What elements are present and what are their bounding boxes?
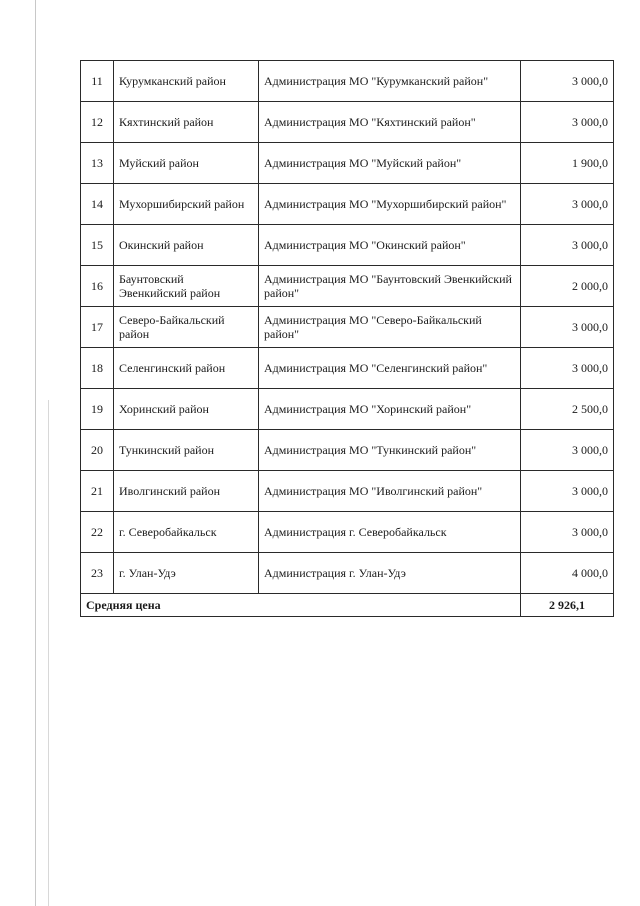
price-cell: 2 500,0: [521, 389, 614, 430]
price-cell: 3 000,0: [521, 225, 614, 266]
price-cell: 3 000,0: [521, 307, 614, 348]
table-row: [81, 266, 614, 307]
administration-cell: Администрация МО "Селенгинский район": [259, 348, 521, 389]
table-row: [81, 102, 614, 143]
row-number-cell: 23: [81, 553, 114, 594]
row-number-cell: 14: [81, 184, 114, 225]
district-cell: Иволгинский район: [114, 471, 259, 512]
price-cell: 3 000,0: [521, 61, 614, 102]
district-cell: г. Улан-Удэ: [114, 553, 259, 594]
district-cell: Селенгинский район: [114, 348, 259, 389]
administration-cell: Администрация МО "Курумканский район": [259, 61, 521, 102]
row-number-cell: 19: [81, 389, 114, 430]
district-cell: г. Северобайкальск: [114, 512, 259, 553]
administration-cell: Администрация МО "Кяхтинский район": [259, 102, 521, 143]
table-row: [81, 512, 614, 553]
row-number-cell: 20: [81, 430, 114, 471]
table-row: [81, 225, 614, 266]
page-margin-line: [35, 0, 36, 906]
row-number-cell: 12: [81, 102, 114, 143]
table-row: [81, 471, 614, 512]
table-row: [81, 184, 614, 225]
table-row: [81, 389, 614, 430]
district-cell: Баунтовский Эвенкийский район: [114, 266, 259, 307]
row-number-cell: 18: [81, 348, 114, 389]
page-margin-line-secondary: [48, 400, 49, 906]
district-cell: Тункинский район: [114, 430, 259, 471]
row-number-cell: 13: [81, 143, 114, 184]
administration-cell: Администрация МО "Окинский район": [259, 225, 521, 266]
district-cell: Окинский район: [114, 225, 259, 266]
price-cell: 2 000,0: [521, 266, 614, 307]
row-number-cell: 22: [81, 512, 114, 553]
total-label: Средняя цена: [81, 594, 521, 617]
administration-cell: Администрация МО "Баунтовский Эвенкийский район": [259, 266, 521, 307]
district-cell: Курумканский район: [114, 61, 259, 102]
administration-cell: Администрация МО "Муйский район": [259, 143, 521, 184]
price-cell: 3 000,0: [521, 430, 614, 471]
table-row: [81, 430, 614, 471]
price-cell: 3 000,0: [521, 102, 614, 143]
total-value: 2 926,1: [521, 594, 614, 617]
administration-cell: Администрация г. Северобайкальск: [259, 512, 521, 553]
administration-cell: Администрация МО "Тункинский район": [259, 430, 521, 471]
administration-cell: Администрация МО "Хоринский район": [259, 389, 521, 430]
price-cell: 4 000,0: [521, 553, 614, 594]
district-cell: Хоринский район: [114, 389, 259, 430]
table-row: [81, 553, 614, 594]
price-cell: 3 000,0: [521, 471, 614, 512]
price-cell: 3 000,0: [521, 512, 614, 553]
price-table: [80, 60, 614, 617]
total-row: [81, 594, 614, 617]
district-cell: Кяхтинский район: [114, 102, 259, 143]
administration-cell: Администрация МО "Иволгинский район": [259, 471, 521, 512]
price-cell: 1 900,0: [521, 143, 614, 184]
price-table-body: [81, 61, 614, 617]
district-cell: Мухоршибирский район: [114, 184, 259, 225]
row-number-cell: 21: [81, 471, 114, 512]
administration-cell: Администрация МО "Мухоршибирский район": [259, 184, 521, 225]
price-cell: 3 000,0: [521, 348, 614, 389]
administration-cell: Администрация г. Улан-Удэ: [259, 553, 521, 594]
district-cell: Северо-Байкальский район: [114, 307, 259, 348]
row-number-cell: 11: [81, 61, 114, 102]
administration-cell: Администрация МО "Северо-Байкальский район": [259, 307, 521, 348]
table-row: [81, 143, 614, 184]
row-number-cell: 15: [81, 225, 114, 266]
district-cell: Муйский район: [114, 143, 259, 184]
row-number-cell: 17: [81, 307, 114, 348]
table-row: [81, 348, 614, 389]
table-row: [81, 61, 614, 102]
row-number-cell: 16: [81, 266, 114, 307]
price-cell: 3 000,0: [521, 184, 614, 225]
table-row: [81, 307, 614, 348]
